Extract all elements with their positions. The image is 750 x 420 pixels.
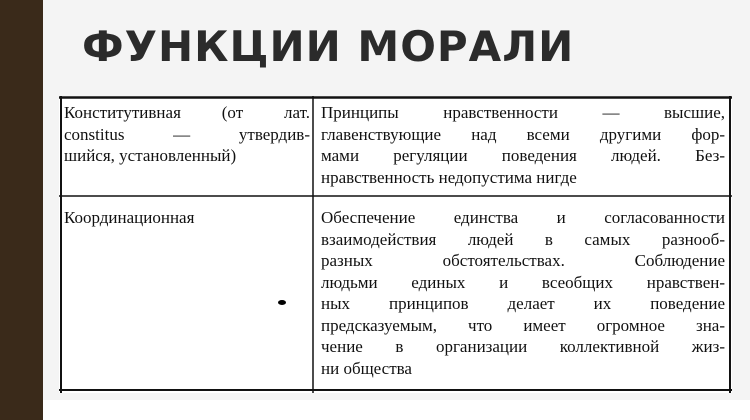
row-1-description-line: нравственность недопустима нигде: [321, 167, 577, 187]
row-2-term: [64, 207, 310, 229]
row-2-description-line: предсказуемым, что имеет огромное зна-: [321, 315, 725, 335]
row-1-term-line: Конститутивная (от лат.: [64, 103, 310, 122]
row-2-description-line: людьми единых и всеобщих нравствен-: [321, 272, 725, 292]
row-1-description-line: мами регуляции поведения людей. Без-: [321, 146, 725, 165]
row-2-term-line: Координационная: [64, 208, 195, 227]
row-2-description: [321, 207, 725, 379]
row-2-description-line: ных принципов делает их поведение: [321, 294, 725, 313]
side-accent-bar: [0, 0, 43, 420]
row-1-description: [321, 102, 725, 188]
slide-title: ФУНКЦИИ МОРАЛИ: [82, 22, 575, 71]
scanned-table: [59, 96, 732, 393]
bottom-strip: [43, 400, 750, 420]
row-1-term-line: constitus — утвердив-: [64, 124, 310, 144]
row-1-description-line: главенствующие над всеми другими фор-: [321, 124, 725, 144]
row-2-description-line: чение в организации коллективной жиз-: [321, 337, 725, 356]
row-2-description-line: разных обстоятельствах. Соблюдение: [321, 251, 725, 270]
row-2-description-line: взаимодействия людей в самых разнооб-: [321, 229, 725, 249]
row-1-term: [64, 102, 310, 167]
row-1-description-line: Принципы нравственности — высшие,: [321, 103, 725, 122]
row-2-description-line: ни общества: [321, 358, 412, 378]
ink-smudge: [278, 300, 286, 305]
row-1-term-line: шийся, установленный): [64, 146, 237, 165]
row-2-description-line: Обеспечение единства и согласованности: [321, 208, 725, 227]
